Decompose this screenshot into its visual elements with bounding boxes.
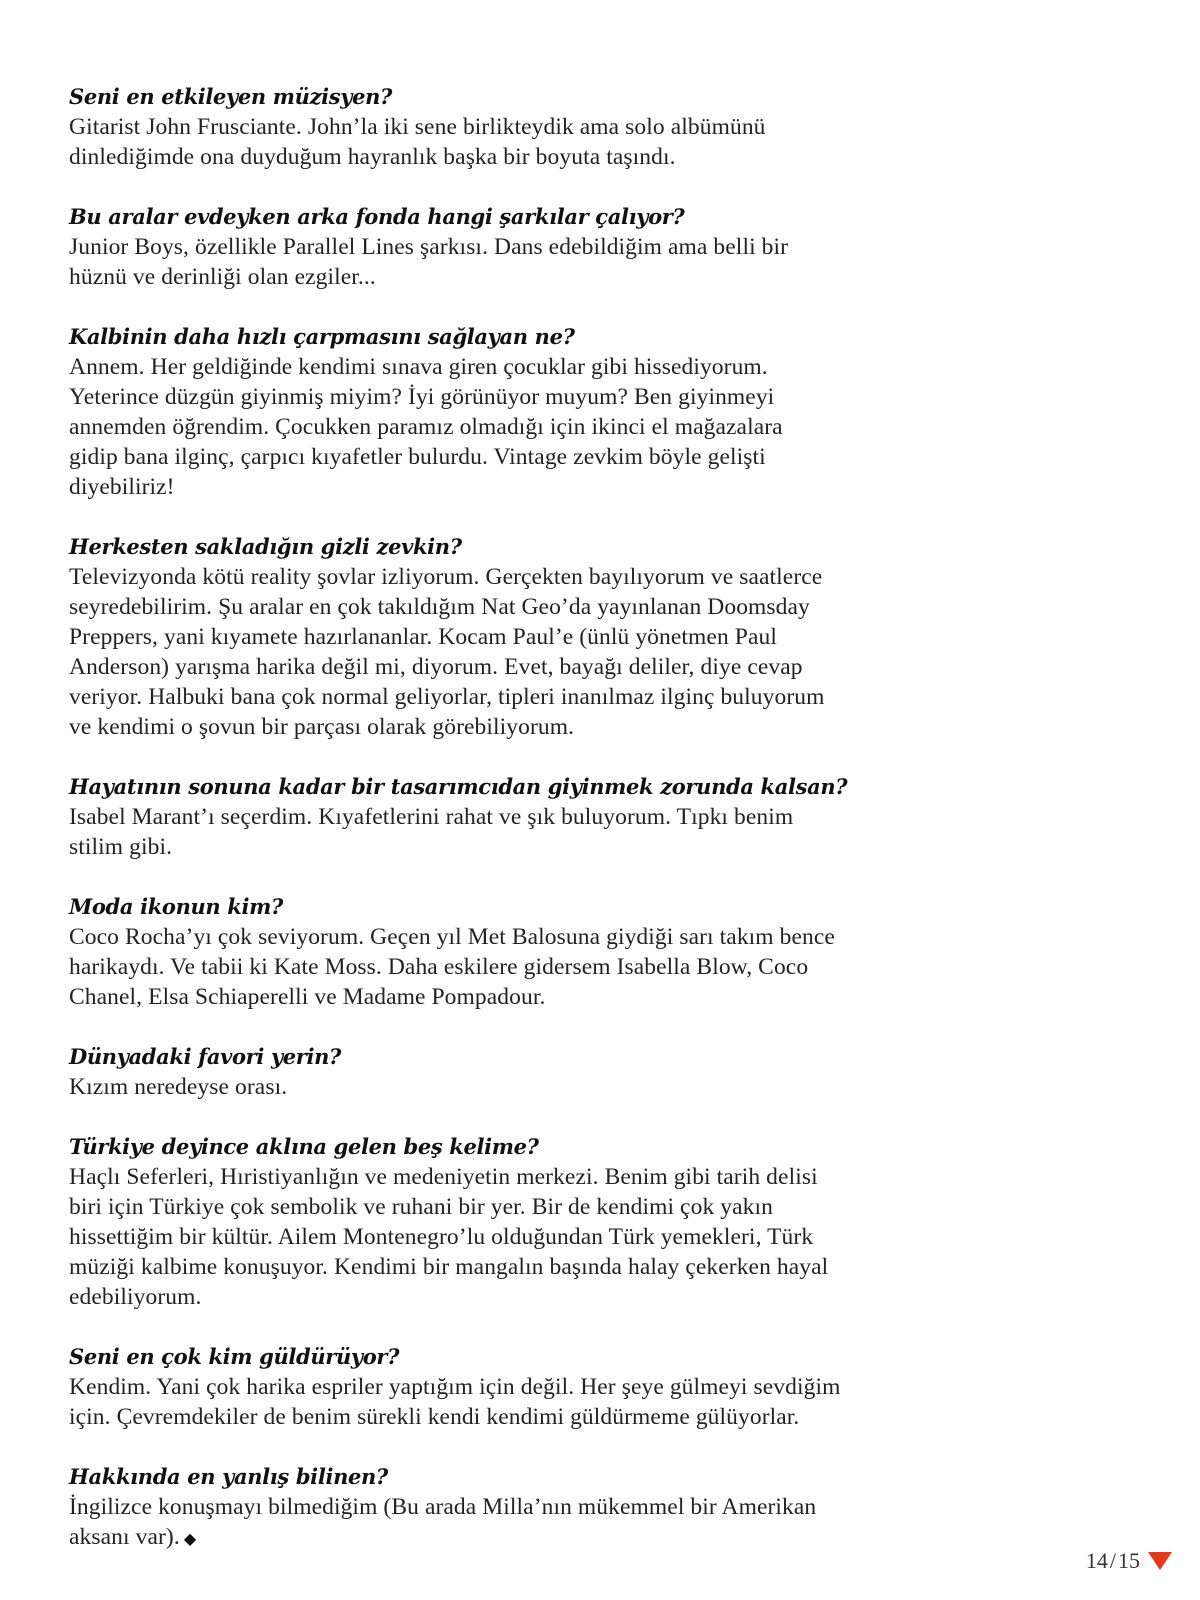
answer-line: veriyor. Halbuki bana çok normal geliyorlar, tipleri inanılmaz ilginç buluyorum: [69, 684, 825, 710]
qa-block: [69, 1462, 949, 1555]
answer-paragraph: [69, 562, 949, 742]
answer-line: Kızım neredeyse orası.: [69, 1074, 288, 1100]
qa-block: [69, 1042, 949, 1102]
qa-block: [69, 82, 949, 172]
answer-line: müziği kalbime konuşuyor. Kendimi bir mangalın başında halay çekerken hayal: [69, 1254, 829, 1280]
answer-line: Televizyonda kötü reality şovlar izliyorum. Gerçekten bayılıyorum ve saatlerce: [69, 564, 823, 590]
answer-line: Yeterince düzgün giyinmiş miyim? İyi görünüyor muyum? Ben giyinmeyi: [69, 384, 775, 410]
answer-line: harikaydı. Ve tabii ki Kate Moss. Daha eskilere gidersem Isabella Blow, Coco: [69, 954, 809, 980]
qa-block: [69, 1342, 949, 1432]
question-heading: Dünyadaki favori yerin?: [69, 1044, 342, 1069]
qa-block: [69, 322, 949, 502]
answer-line: için. Çevremdekiler de benim sürekli kendi kendimi güldürmeme gülüyorlar.: [69, 1404, 800, 1430]
answer-line: Annem. Her geldiğinde kendimi sınava giren çocuklar gibi hissediyorum.: [69, 354, 768, 380]
article-body: [69, 82, 949, 1585]
next-page-arrow-icon[interactable]: [1148, 1552, 1172, 1570]
answer-paragraph: [69, 1162, 949, 1312]
answer-paragraph: [69, 1372, 949, 1432]
question-heading: Seni en etkileyen müzisyen?: [69, 84, 392, 109]
answer-line: ve kendimi o şovun bir parçası olarak görebiliyorum.: [69, 714, 575, 740]
answer-paragraph: [69, 232, 949, 292]
answer-line: Junior Boys, özellikle Parallel Lines şarkısı. Dans edebildiğim ama belli bir: [69, 234, 789, 260]
answer-line: biri için Türkiye çok sembolik ve ruhani bir yer. Bir de kendimi çok yakın: [69, 1194, 773, 1220]
answer-line: hissettiğim bir kültür. Ailem Montenegro’lu olduğundan Türk yemekleri, Türk: [69, 1224, 814, 1250]
answer-line: Gitarist John Frusciante. John’la iki sene birlikteydik ama solo albümünü: [69, 114, 766, 140]
answer-line: Anderson) yarışma harika değil mi, diyorum. Evet, bayağı deliler, diye cevap: [69, 654, 803, 680]
answer-line: Isabel Marant’ı seçerdim. Kıyafetlerini rahat ve şık buluyorum. Tıpkı benim: [69, 804, 794, 830]
answer-line: gidip bana ilginç, çarpıcı kıyafetler bulurdu. Vintage zevkim böyle gelişti: [69, 444, 766, 470]
answer-line: Chanel, Elsa Schiaperelli ve Madame Pompadour.: [69, 984, 546, 1010]
answer-paragraph: [69, 1072, 949, 1102]
answer-line: stilim gibi.: [69, 834, 173, 860]
answer-line: Coco Rocha’yı çok seviyorum. Geçen yıl Met Balosuna giydiği sarı takım bence: [69, 924, 835, 950]
answer-line: seyredebilirim. Şu aralar en çok takıldığım Nat Geo’da yayınlanan Doomsday: [69, 594, 810, 620]
question-heading: Bu aralar evdeyken arka fonda hangi şarkılar çalıyor?: [69, 204, 685, 229]
question-heading: Hakkında en yanlış bilinen?: [69, 1464, 388, 1489]
answer-line: aksanı var).: [69, 1524, 180, 1550]
qa-block: [69, 202, 949, 292]
question-heading: Seni en çok kim güldürüyor?: [69, 1344, 400, 1369]
qa-block: [69, 772, 949, 862]
question-heading: Hayatının sonuna kadar bir tasarımcıdan giyinmek zorunda kalsan?: [69, 774, 848, 799]
total-pages: 15: [1118, 1548, 1140, 1573]
qa-block: [69, 1132, 949, 1312]
question-heading: Kalbinin daha hızlı çarpmasını sağlayan ne?: [69, 324, 575, 349]
answer-line: annemden öğrendim. Çocukken paramız olmadığı için ikinci el mağazalara: [69, 414, 783, 440]
answer-paragraph: [69, 1492, 949, 1555]
answer-line: Kendim. Yani çok harika espriler yaptığım için değil. Her şeye gülmeyi sevdiğim: [69, 1374, 841, 1400]
answer-paragraph: [69, 922, 949, 1012]
qa-block: [69, 892, 949, 1012]
answer-line: diyebiliriz!: [69, 474, 175, 500]
pagination: [1086, 1548, 1172, 1574]
page-separator: /: [1109, 1548, 1116, 1573]
answer-line: hüznü ve derinliği olan ezgiler...: [69, 264, 376, 290]
answer-line: Haçlı Seferleri, Hıristiyanlığın ve medeniyetin merkezi. Benim gibi tarih delisi: [69, 1164, 818, 1190]
qa-block: [69, 532, 949, 742]
end-of-article-diamond-icon: ◆: [183, 1531, 197, 1548]
answer-line: edebiliyorum.: [69, 1284, 202, 1310]
answer-line: İngilizce konuşmayı bilmediğim (Bu arada Milla’nın mükemmel bir Amerikan: [69, 1494, 817, 1520]
answer-line: Preppers, yani kıyamete hazırlananlar. Kocam Paul’e (ünlü yönetmen Paul: [69, 624, 777, 650]
current-page: 14: [1085, 1548, 1108, 1573]
answer-paragraph: [69, 112, 949, 172]
question-heading: Türkiye deyince aklına gelen beş kelime?: [69, 1134, 539, 1159]
answer-line: dinlediğimde ona duyduğum hayranlık başka bir boyuta taşındı.: [69, 144, 676, 170]
question-heading: Herkesten sakladığın gizli zevkin?: [69, 534, 462, 559]
answer-paragraph: [69, 802, 949, 862]
question-heading: Moda ikonun kim?: [69, 894, 283, 919]
answer-paragraph: [69, 352, 949, 502]
